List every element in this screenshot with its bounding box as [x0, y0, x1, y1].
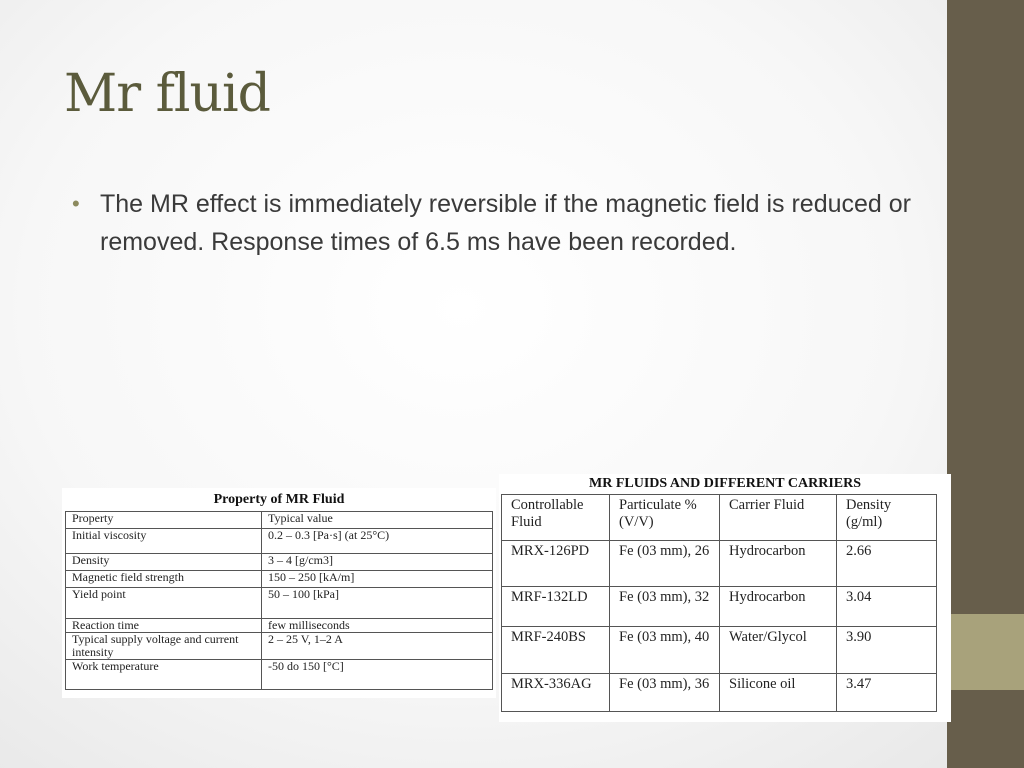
table-cell: MRX-336AG — [502, 674, 610, 712]
table-row — [502, 627, 937, 674]
table-cell: Fe (03 mm), 26 — [610, 541, 720, 587]
table-cell: Hydrocarbon — [720, 587, 837, 627]
carriers-table — [501, 494, 937, 712]
table-cell: Typical value — [262, 512, 493, 529]
table-cell: Fe (03 mm), 32 — [610, 587, 720, 627]
table-cell: 0.2 – 0.3 [Pa·s] (at 25°C) — [262, 529, 493, 554]
slide-title: Mr fluid — [64, 64, 270, 124]
table-cell: Hydrocarbon — [720, 541, 837, 587]
property-table-caption: Property of MR Fluid — [213, 492, 345, 507]
sidebar-accent-block — [947, 614, 1024, 690]
table-cell: Work temperature — [66, 660, 262, 690]
property-table-image — [62, 488, 496, 698]
carriers-table-caption: MR FLUIDS AND DIFFERENT CARRIERS — [589, 476, 861, 491]
table-cell: Typical supply voltage and current intensity — [66, 633, 262, 660]
table-row — [66, 554, 493, 571]
carriers-table-image — [499, 474, 951, 722]
table-cell: Fe (03 mm), 36 — [610, 674, 720, 712]
table-cell: Controllable Fluid — [502, 495, 610, 541]
table-cell: 3 – 4 [g/cm3] — [262, 554, 493, 571]
table-cell: Initial viscosity — [66, 529, 262, 554]
table-cell: Yield point — [66, 588, 262, 619]
table-cell: Fe (03 mm), 40 — [610, 627, 720, 674]
table-row — [66, 512, 493, 529]
table-cell: Silicone oil — [720, 674, 837, 712]
bullet-list — [72, 185, 912, 261]
table-cell: 2.66 — [837, 541, 937, 587]
table-row — [502, 541, 937, 587]
table-cell: MRF-132LD — [502, 587, 610, 627]
table-row — [66, 660, 493, 690]
bullet-dot-icon: • — [72, 191, 80, 216]
table-cell: Carrier Fluid — [720, 495, 837, 541]
table-row — [502, 495, 937, 541]
table-row — [66, 588, 493, 619]
table-cell: 3.04 — [837, 587, 937, 627]
table-cell: few milliseconds — [262, 619, 493, 633]
table-cell: Density (g/ml) — [837, 495, 937, 541]
table-cell: 50 – 100 [kPa] — [262, 588, 493, 619]
table-row — [66, 529, 493, 554]
table-row — [66, 619, 493, 633]
table-cell: 3.90 — [837, 627, 937, 674]
table-cell: -50 do 150 [°C] — [262, 660, 493, 690]
table-cell: Water/Glycol — [720, 627, 837, 674]
table-cell: 2 – 25 V, 1–2 A — [262, 633, 493, 660]
table-cell: Density — [66, 554, 262, 571]
property-table — [65, 511, 493, 690]
table-cell: MRF-240BS — [502, 627, 610, 674]
table-cell: Reaction time — [66, 619, 262, 633]
table-row — [502, 587, 937, 627]
table-row — [502, 674, 937, 712]
table-cell: MRX-126PD — [502, 541, 610, 587]
table-row — [66, 571, 493, 588]
table-cell: Magnetic field strength — [66, 571, 262, 588]
table-cell: 150 – 250 [kA/m] — [262, 571, 493, 588]
table-row — [66, 633, 493, 660]
bullet-item — [72, 185, 912, 261]
bullet-text: The MR effect is immediately reversible if the magnetic field is reduced or removed. Response times of 6.5 ms have been recorded. — [100, 190, 911, 256]
table-cell: Particulate %(V/V) — [610, 495, 720, 541]
table-cell: 3.47 — [837, 674, 937, 712]
table-cell: Property — [66, 512, 262, 529]
